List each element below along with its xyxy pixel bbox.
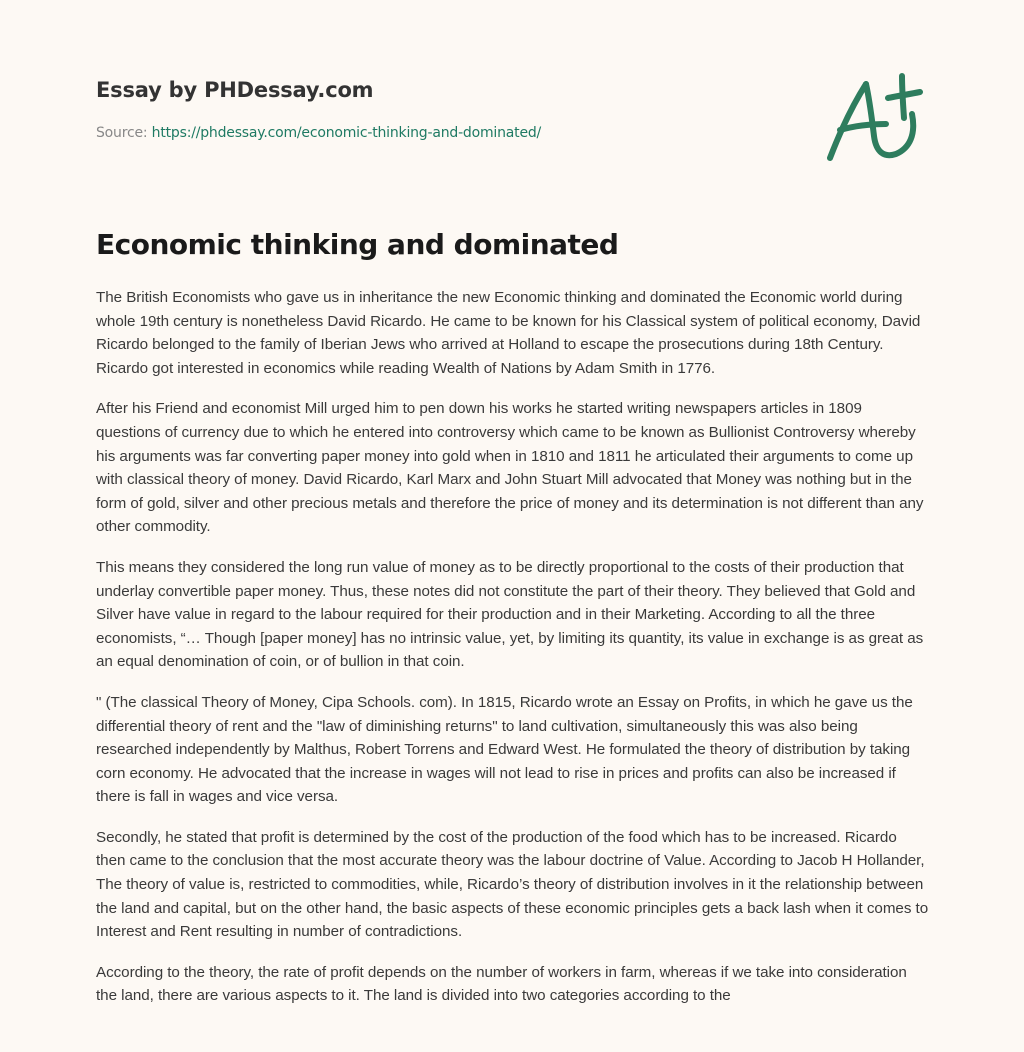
article-body	[96, 286, 930, 1025]
article-paragraph: Secondly, he stated that profit is determined by the cost of the production of the food which has to be increased. Ricardo then came to the conclusion that the most accurate theory was the labour doctrine of Value. According to Jacob H Hollander, The theory of value is, restricted to commodities, while, Ricardo’s theory of distribution involves in it the relationship between the land and capital, but on the other hand, the basic aspects of these economic principles gets a back lash when it comes to Interest and Rent resulting in number of contradictions.	[96, 828, 929, 941]
page-header	[96, 74, 796, 143]
source-link[interactable]: https://phdessay.com/economic-thinking-and-dominated/	[151, 125, 542, 141]
article-title: Economic thinking and dominated	[96, 228, 619, 261]
article-paragraph: After his Friend and economist Mill urged him to pen down his works he started writing newspapers articles in 1809 questions of currency due to which he entered into controversy which came to be known as Bullionist Controversy whereby his arguments was far converting paper money into gold when in 1810 and 1811 he articulated their arguments to come up with classical theory of money. David Ricardo, Karl Marx and John Stuart Mill advocated that Money was nothing but in the form of gold, silver and other precious metals and therefore the price of money and its determination is not different than any other commodity.	[96, 400, 924, 536]
source-line	[96, 123, 796, 143]
article-paragraph: The British Economists who gave us in inheritance the new Economic thinking and dominated the Economic world during whole 19th century is nonetheless David Ricardo. He came to be known for his Classical system of political economy, David Ricardo belonged to the family of Iberian Jews who arrived at Holland to escape the prosecutions during 18th Century. Ricardo got interested in economics while reading Wealth of Nations by Adam Smith in 1776.	[96, 289, 921, 377]
site-brand: Essay by PHDessay.com	[96, 78, 374, 102]
article-paragraph: According to the theory, the rate of profit depends on the number of workers in farm, whereas if we take into consideration the land, there are various aspects to it. The land is divided into two categories according to the	[96, 963, 907, 1005]
a-plus-grade-icon	[818, 62, 930, 172]
source-label: Source:	[96, 125, 152, 141]
article-paragraph: This means they considered the long run value of money as to be directly proportional to the costs of their production that underlay convertible paper money. Thus, these notes did not constitute the part of their theory. They believed that Gold and Silver have value in regard to the labour required for their production and in their Marketing. According to all the three economists, “… Though [paper money] has no intrinsic value, yet, by limiting its quantity, its value in exchange is as great as an equal denomination of coin, or of bullion in that coin.	[96, 558, 924, 671]
article-paragraph: " (The classical Theory of Money, Cipa Schools. com). In 1815, Ricardo wrote an Essay on Profits, in which he gave us the differential theory of rent and the "law of diminishing returns" to land cultivation, simultaneously this was also being researched independently by Malthus, Robert Torrens and Edward West. He formulated the theory of distribution by taking corn economy. He advocated that the increase in wages will not lead to rise in prices and profits can also be increased if there is fall in wages and vice versa.	[96, 693, 913, 806]
